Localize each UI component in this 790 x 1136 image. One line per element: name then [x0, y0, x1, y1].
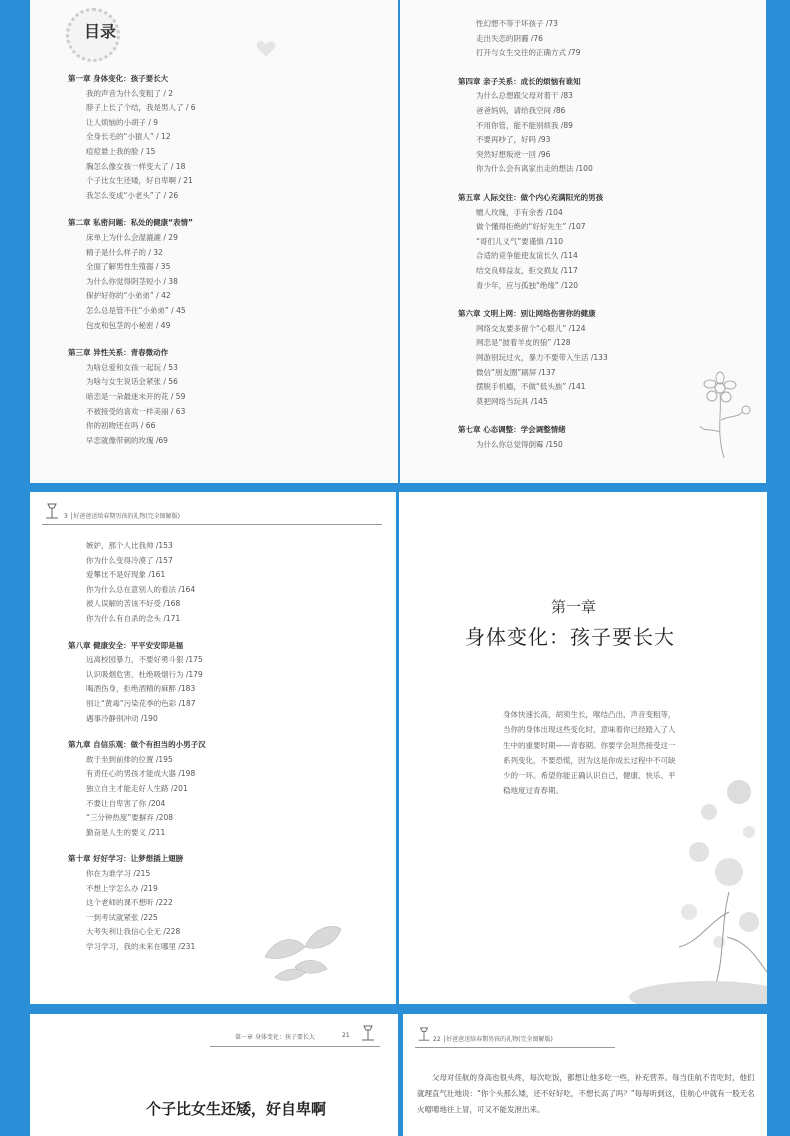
dandelion-illustration-icon [609, 772, 767, 1004]
toc-item: 青少年，应与孤独“绝缘” /120 [476, 280, 578, 290]
toc-chapter-title: 第四章 亲子关系：成长的烦恼有谁知 [458, 76, 581, 86]
toc-item: 这个老师的课不想听 /222 [86, 898, 173, 908]
toc-item: 精子是什么样子的 / 32 [86, 247, 163, 257]
toc-item: 打开与女生交往的正确方式 /79 [476, 48, 581, 58]
toc-item: 不用你管，能不能别烦我 /89 [476, 120, 573, 130]
toc-item: 个子比女生还矮，好自卑啊 / 21 [86, 176, 193, 186]
toc-chapter-title: 第二章 私密问题：私处的健康“表情” [68, 218, 193, 228]
toc-item: 别让“黄毒”污染花季的色彩 /187 [86, 699, 196, 708]
toc-item: 我的声音为什么变粗了 / 2 [86, 88, 174, 98]
lamp-logo-icon [417, 1026, 431, 1042]
toc-item: 你为什么有自杀的念头 /171 [86, 614, 181, 623]
toc-item: “三分钟热度”要摒弃 /208 [86, 813, 173, 823]
toc-item: 学习学习，我的未来在哪里 /231 [86, 942, 196, 951]
toc-item: 网游别玩过火，暴力不要带入生活 /133 [476, 353, 608, 362]
toc-item: 保护好你的“小弟弟” / 42 [86, 291, 171, 301]
toc-item: 我怎么变成“小老头”了 / 26 [86, 190, 179, 200]
page-number: 21 [342, 1032, 350, 1039]
toc-item: 认识吸烟危害，杜绝吸烟行为 /179 [86, 669, 203, 679]
chapter-opener-page [399, 492, 767, 1004]
toc-item: 结交良师益友，拒交损友 /117 [476, 266, 578, 275]
toc-item: 有责任心的男孩才能成大器 /198 [86, 769, 196, 779]
toc-page-2 [400, 0, 766, 483]
chapter-title: 身体变化：孩子要长大 [465, 625, 675, 649]
toc-item: 突然好想叛逆一回 /96 [476, 149, 551, 159]
toc-item: 远离校园暴力，不要好勇斗狠 /175 [86, 655, 203, 665]
toc-item: 摆脱手机瘾，不做“低头族” /141 [476, 382, 586, 392]
header-rule [415, 1047, 615, 1048]
toc-item: 全面了解男性生殖器 / 35 [86, 262, 171, 272]
toc-item: 独立自主才能走好人生路 /201 [86, 784, 188, 793]
toc-item: 暗恋是一朵最迷未开的花 / 59 [86, 392, 186, 401]
flower-illustration-icon [690, 370, 760, 460]
toc-item: 为啥与女生说话会紧张 / 56 [86, 377, 178, 387]
lamp-logo-icon [360, 1024, 376, 1042]
toc-title: 目录 [84, 22, 117, 41]
toc-item: 合适的竞争能使友谊长久 /114 [476, 251, 578, 261]
chapter-intro-text: 身体快速长高，胡须生长，喉结凸出，声音变粗等，当你的身体出现这些变化时，意味着你已经踏入了人生中的重要时期——青春期。你要学会坦然接受这一系列变化，不要恐慌，因为这是你成长过程中不可缺少的一环。希望你能正确认识自己，健康、快乐、平稳地度过青春期。 [503, 710, 676, 796]
toc-item: 不被接受的喜欢一样美丽 / 63 [86, 406, 186, 416]
toc-item: 痘痘悬上我的脸 / 15 [86, 147, 156, 156]
toc-chapter-title: 第六章 文明上网：别让网络伤害你的健康 [458, 309, 596, 319]
toc-chapter-title: 第三章 异性关系：青春微动作 [68, 348, 169, 358]
toc-item: 不要让自卑害了你 /204 [86, 798, 166, 808]
toc-item: 你在为谁学习 /215 [86, 869, 151, 878]
toc-item: 为什么你觉得阴茎短小 / 38 [86, 276, 178, 286]
toc-item: 爸爸妈妈，请给我空间 /86 [476, 106, 566, 115]
leaves-illustration-icon [255, 917, 345, 987]
toc-item: “哥们儿义气”要谨慎 /110 [476, 236, 563, 246]
toc-item: 微信“朋友圈”刷屏 /137 [476, 367, 556, 377]
toc-item: 你为什么变得冷漠了 /157 [86, 555, 173, 565]
toc-item: 脖子上长了个结，我是男人了 / 6 [86, 103, 196, 113]
toc-item: 胸怎么像女孩一样变大了 / 18 [86, 161, 186, 171]
toc-item: 喝酒伤身，拒绝酒精的麻醉 /183 [86, 684, 196, 694]
toc-chapter-title: 第八章 健康安全：平平安安即是福 [68, 640, 184, 650]
toc-item: 大考失利让我信心全无 /228 [86, 927, 181, 937]
page-21 [30, 1014, 398, 1136]
toc-item: 包皮和包茎的小秘密 / 49 [86, 320, 171, 330]
chapter-number: 第一章 [551, 598, 597, 616]
toc-item: 爱攀比不是好现象 /161 [86, 570, 166, 580]
toc-page-1 [30, 0, 398, 483]
toc-item: 怎么总是管不住“小弟弟” / 45 [86, 306, 186, 315]
toc-item: 做个懂得拒绝的“好好先生” /107 [476, 222, 586, 232]
page-header-chapter: 第一章 身体变化：孩子要长大 [235, 1034, 315, 1041]
toc-item: 走出失恋的阴霾 /76 [476, 33, 543, 43]
toc-item: 嫉妒，那个人比我帅 /153 [86, 541, 173, 550]
toc-item: 你为什么总在意别人的看法 /164 [86, 584, 196, 594]
page-22 [403, 1014, 767, 1136]
toc-chapter-title: 第十章 好好学习：让梦想插上翅膀 [68, 854, 184, 864]
toc-chapter-title: 第五章 人际交往：做个内心充满阳光的男孩 [458, 193, 604, 202]
page-header: 22 │好爸爸送给春期男孩的礼物(完全图解版) [433, 1036, 553, 1043]
toc-item: 你的初吻还在吗 / 66 [86, 421, 156, 431]
toc-item: 勤奋是人生的要义 /211 [86, 827, 166, 837]
toc-item: 为什么总想跟父母对着干 /83 [476, 91, 573, 101]
toc-chapter-title: 第九章 自信乐观：做个有担当的小男子汉 [68, 740, 206, 750]
toc-item: 被人误解的苦该不好受 /168 [86, 599, 181, 609]
toc-item: 为啥总爱和女孩一起玩 / 53 [86, 362, 178, 372]
header-rule [210, 1046, 380, 1047]
section-heading: 个子比女生还矮，好自卑啊 [146, 1100, 327, 1118]
toc-item: 床单上为什么会湿漉漉 / 29 [86, 233, 178, 242]
lamp-logo-icon [44, 502, 60, 520]
body-paragraph: 父母对佳航的身高也很头疼，每次吃饭，都想让他多吃一些，补充营养。每当佳航不肯吃时，他们就理直气壮地说：“你个头那么矮，还不好好吃，不想长高了吗？”每每听到这，佳航心中就有一股无名火噌噌地往上冒，可又不能发泄出来。 [417, 1073, 755, 1114]
toc-item: 莫把网络当玩具 /145 [476, 396, 548, 406]
body-text [417, 1070, 757, 1118]
toc-item: 早恋就像带刺的玫瑰 /69 [86, 435, 168, 445]
toc-item: 网恋是“披着羊皮的狼” /128 [476, 338, 571, 348]
toc-item: 你为什么会有离家出走的想法 /100 [476, 164, 593, 174]
heart-icon [255, 38, 277, 60]
toc-item: 遇事冷静别冲动 /190 [86, 713, 158, 723]
toc-chapter-title: 第一章 身体变化：孩子要长大 [68, 74, 169, 83]
toc-page-3 [30, 492, 396, 1004]
toc-item: 一到考试就紧张 /225 [86, 912, 158, 922]
toc-item: 赠人玫瑰，手有余香 /104 [476, 207, 563, 217]
toc-item: 不要再吵了，好吗 /93 [476, 135, 551, 145]
toc-item: 网络交友要多留个“心眼儿” /124 [476, 323, 586, 333]
toc-item: 让人烦恼的小胡子 / 9 [86, 117, 159, 127]
toc-item: 为什么你总觉得倒霉 /150 [476, 440, 563, 449]
toc-item: 全身长毛的“小猿人” / 12 [86, 132, 171, 142]
toc-item: 性幻想不等于坏孩子 /73 [476, 19, 558, 28]
toc-item: 敢于坐到前排的位置 /195 [86, 754, 173, 764]
toc-chapter-title: 第七章 心态调整：学会调整情绪 [458, 425, 566, 435]
toc-item: 不想上学怎么办 /219 [86, 883, 158, 893]
page-header: 3 │好爸爸送给春期男孩的礼物(完全图解版) [64, 513, 181, 520]
header-rule [42, 524, 382, 525]
